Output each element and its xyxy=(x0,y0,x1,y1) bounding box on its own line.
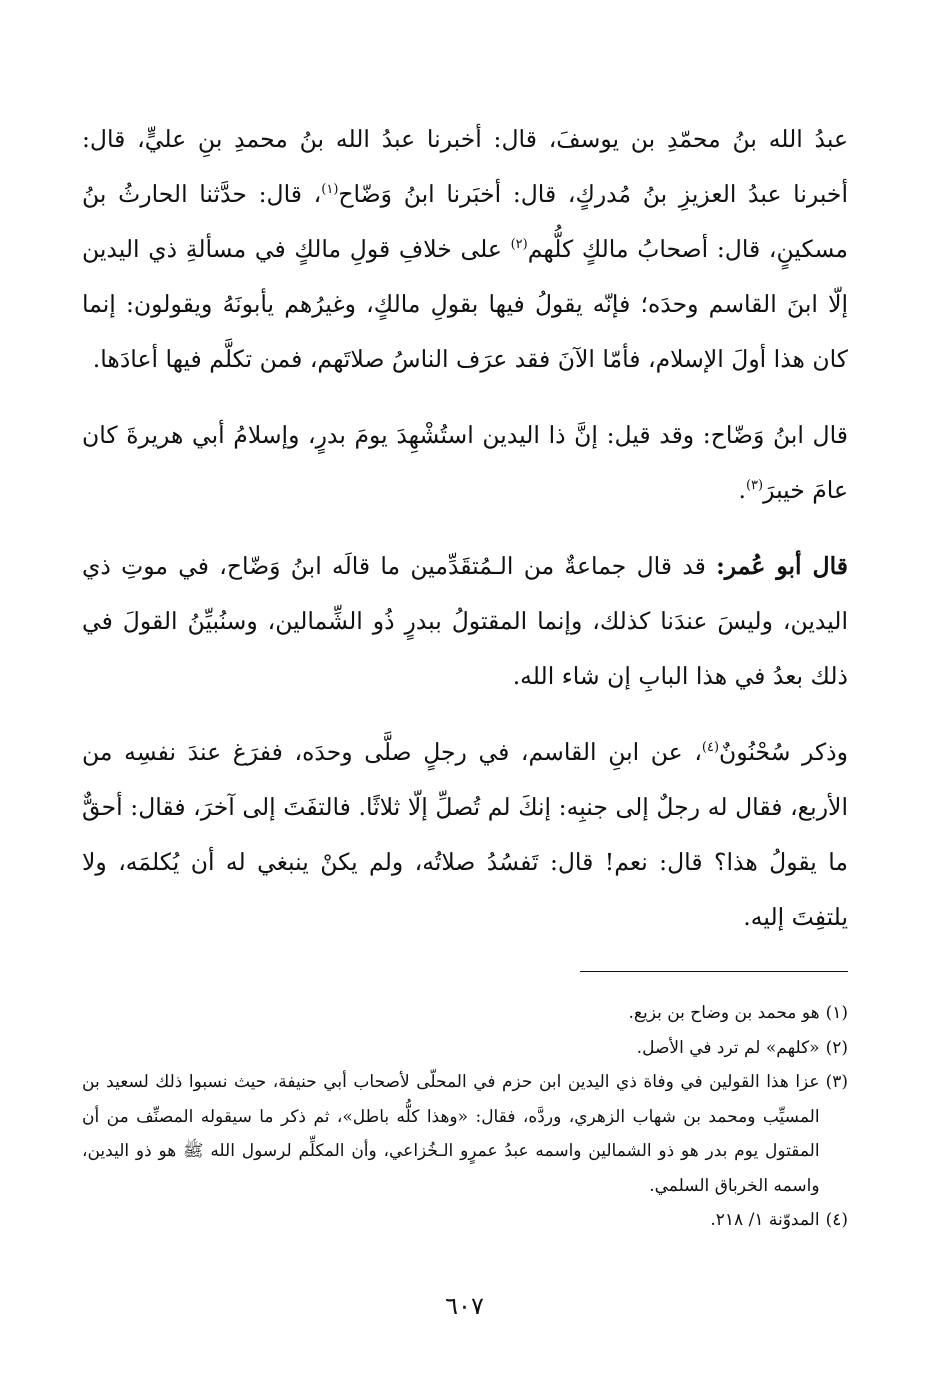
footnote-1-text: هو محمد بن وضاح بن بزيع. xyxy=(628,1003,820,1023)
footnote-1-number: (١) xyxy=(825,1003,848,1023)
footnote-3-number: (٣) xyxy=(825,1072,848,1092)
paragraph-2 xyxy=(82,408,848,518)
paragraph-4 xyxy=(82,725,848,945)
paragraph-1-text-c: على خلافِ قولِ مالكٍ في مسألةِ ذي اليدين إلّا ابنَ القاسم وحدَه؛ فإنّه يقولُ فيها بقولِ مالكٍ، وغيرُهم يأبونَهُ ويقولون: إنما كان هذا أولَ الإسلام، فأمّا الآنَ فقد عرَف الناسُ صلاتَهم، فمن تكلَّم فيها أعادَها. xyxy=(82,235,848,373)
footnote-3 xyxy=(82,1065,848,1203)
footnote-2 xyxy=(82,1031,848,1066)
paragraph-3-text: قد قال جماعةٌ من الـمُتقَدِّمين ما قالَه ابنُ وَضّاح، في موتِ ذي اليدين، وليسَ عندَنا كذلك، وإنما المقتولُ ببدرٍ ذُو الشِّمالين، وسنُبيِّنُ القولَ في ذلك بعدُ في هذا البابِ إن شاء الله. xyxy=(82,552,848,690)
footnote-1 xyxy=(82,996,848,1031)
paragraph-1-text-b: ، قال: حدَّثنا الحارثُ بنُ مسكينٍ، قال: أصحابُ مالكٍ كلُّهم xyxy=(82,180,848,263)
paragraph-4-text-a: وذكر سُحْنُونٌ xyxy=(719,738,848,766)
page-number: ٦٠٧ xyxy=(445,1292,484,1320)
footnote-4-text: المدوّنة ١/ ٢١٨. xyxy=(710,1210,820,1230)
footnote-4 xyxy=(82,1203,848,1238)
footnote-2-number: (٢) xyxy=(825,1037,848,1058)
footnote-divider xyxy=(580,971,848,972)
footnote-2-text: «كلهم» لم ترد في الأصل. xyxy=(636,1037,820,1058)
footnote-ref-4[interactable]: (٤) xyxy=(701,740,720,756)
footnote-3-text: عزا هذا القولين في وفاة ذي اليدين ابن حزم في المحلّى لأصحاب أبي حنيفة، حيث نسبوا ذلك لسعيد بن المسيِّب ومحمد بن شهاب الزهري، وردَّه، فقال: «وهذا كلُّه باطل»، ثم ذكر ما سيقوله المصنِّف من أن المقتول يوم بدر هو ذو الشمالين واسمه عبدُ عمرٍو الـخُزاعي، وأن المكلِّم لرسول الله ﷺ هو ذو اليدين، واسمه الخرباق السلمي. xyxy=(82,1072,820,1196)
speaker-label: قال أبو عُمر: xyxy=(716,552,848,580)
footnotes xyxy=(82,996,848,1238)
footnote-4-number: (٤) xyxy=(825,1210,848,1230)
paragraph-1 xyxy=(82,112,848,387)
footnote-ref-3[interactable]: (٣) xyxy=(745,478,764,494)
main-text xyxy=(82,112,848,945)
footnote-ref-2[interactable]: (٢) xyxy=(510,237,528,253)
footnote-ref-1[interactable]: (١) xyxy=(321,182,339,198)
paragraph-2-text-a: قال ابنُ وَضّاح: وقد قيل: إنَّ ذا اليدين استُشْهِدَ يومَ بدرٍ، وإسلامُ أبي هريرةَ كان عامَ خيبرَ xyxy=(82,421,848,504)
paragraph-3 xyxy=(82,539,848,704)
paragraph-1-text-a: عبدُ الله بنُ محمّدِ بن يوسفَ، قال: أخبرنا عبدُ الله بنُ محمدِ بنِ عليٍّ، قال: أخبرنا عبدُ العزيزِ بنُ مُدركٍ، قال: أخبَرنا ابنُ وَضّاح xyxy=(82,125,848,208)
paragraph-2-text-b: . xyxy=(738,476,746,504)
paragraph-4-text-b: ، عن ابنِ القاسم، في رجلٍ صلَّى وحدَه، ففرَغ عندَ نفسِه من الأربع، فقال له رجلٌ إلى جنبِه: إنكَ لم تُصلِّ إلّا ثلاثًا. فالتفَتَ إلى آخرَ، فقال: أحقٌّ ما يقولُ هذا؟ قال: نعم! قال: تَفسُدُ صلاتُه، ولم يكنْ ينبغي له أن يُكلمَه، ولا يلتفِتَ إليه. xyxy=(82,738,848,931)
